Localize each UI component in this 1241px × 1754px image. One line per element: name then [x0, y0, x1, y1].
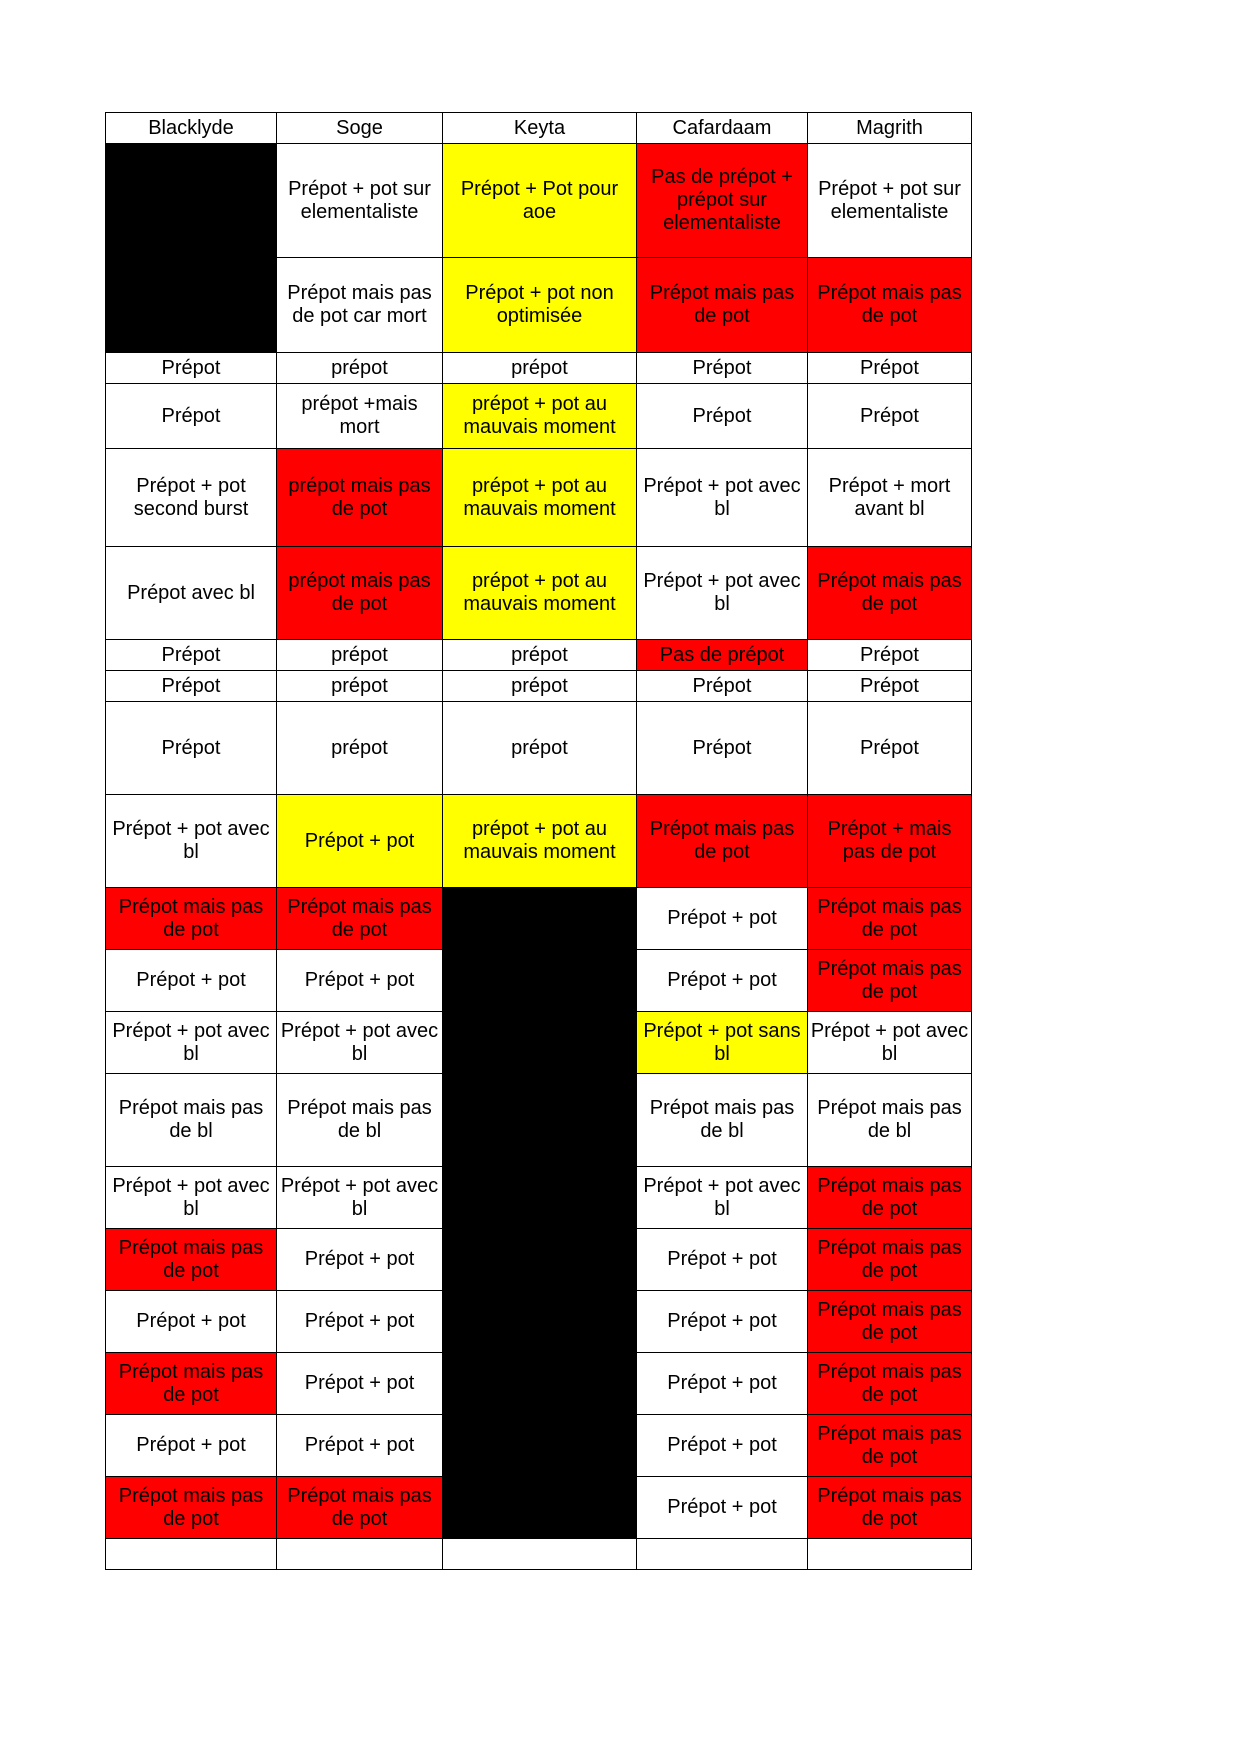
table-cell: Prépot + pot	[277, 1291, 443, 1353]
table-cell: Prépot avec bl	[106, 547, 277, 640]
table-cell: Prépot mais pas de pot	[277, 888, 443, 950]
table-cell: Prépot mais pas de pot	[808, 1477, 972, 1539]
table-cell: prépot	[443, 353, 637, 384]
table-cell: Prépot mais pas de bl	[106, 1074, 277, 1167]
table-cell: Prépot	[808, 384, 972, 449]
table-row	[106, 1539, 972, 1570]
table-cell: Prépot + pot second burst	[106, 449, 277, 547]
table-cell: Prépot	[106, 353, 277, 384]
table-cell: Prépot	[637, 353, 808, 384]
table-cell: Prépot + pot	[637, 1477, 808, 1539]
table-cell: Prépot mais pas de pot	[808, 1353, 972, 1415]
table-row	[106, 547, 972, 640]
table-cell: Prépot mais pas de pot	[808, 888, 972, 950]
table-cell: Prépot + pot avec bl	[106, 1012, 277, 1074]
table-cell: prépot + pot au mauvais moment	[443, 795, 637, 888]
table-cell: Prépot mais pas de pot	[277, 1477, 443, 1539]
table-cell: Prépot + pot avec bl	[277, 1167, 443, 1229]
table-cell: Prépot	[808, 640, 972, 671]
table-cell: Prépot + pot	[106, 1415, 277, 1477]
table-cell: Prépot + pot sans bl	[637, 1012, 808, 1074]
table-cell: Prépot + pot	[637, 950, 808, 1012]
header-magrith: Magrith	[808, 113, 972, 144]
table-cell: prépot	[277, 353, 443, 384]
table-cell: Prépot	[106, 702, 277, 795]
header-keyta: Keyta	[443, 113, 637, 144]
table-row	[106, 671, 972, 702]
table-cell	[808, 1539, 972, 1570]
table-cell: Prépot + pot non optimisée	[443, 258, 637, 353]
table-cell: prépot + pot au mauvais moment	[443, 449, 637, 547]
header-blacklyde: Blacklyde	[106, 113, 277, 144]
table-cell: prépot +mais mort	[277, 384, 443, 449]
table-cell: Prépot	[637, 671, 808, 702]
table-cell: Prépot	[106, 640, 277, 671]
table-cell: Prépot	[106, 671, 277, 702]
table-cell: Prépot mais pas de pot	[808, 258, 972, 353]
table-cell	[277, 1539, 443, 1570]
blacked-out-cell	[106, 144, 277, 353]
table-cell: Prépot + mais pas de pot	[808, 795, 972, 888]
table-cell: Prépot + pot	[106, 950, 277, 1012]
table-cell: Prépot mais pas de bl	[277, 1074, 443, 1167]
table-cell: Prépot + pot avec bl	[808, 1012, 972, 1074]
table-cell: prépot mais pas de pot	[277, 547, 443, 640]
table-cell: Prépot + mort avant bl	[808, 449, 972, 547]
table-cell: Prépot + pot	[637, 888, 808, 950]
table-cell: Prépot mais pas de bl	[808, 1074, 972, 1167]
table-cell: Prépot + pot avec bl	[637, 449, 808, 547]
table-cell: prépot	[277, 671, 443, 702]
table-cell: Prépot + pot	[277, 795, 443, 888]
table-cell: Prépot + pot	[277, 1229, 443, 1291]
table-cell	[637, 1539, 808, 1570]
header-cafardaam: Cafardaam	[637, 113, 808, 144]
table-cell: prépot + pot au mauvais moment	[443, 547, 637, 640]
table-cell: Prépot mais pas de pot	[106, 1229, 277, 1291]
table-cell: prépot	[277, 702, 443, 795]
table-cell: Prépot	[637, 702, 808, 795]
table-cell: Prépot	[808, 671, 972, 702]
table-cell: Prépot + pot	[106, 1291, 277, 1353]
table-cell: Prépot + pot avec bl	[637, 1167, 808, 1229]
potion-usage-table	[105, 112, 972, 1570]
table-cell: prépot	[277, 640, 443, 671]
table-row	[106, 795, 972, 888]
table-cell: Prépot mais pas de pot	[637, 258, 808, 353]
table-cell: Prépot + pot sur elementaliste	[808, 144, 972, 258]
table-cell: Prépot mais pas de pot car mort	[277, 258, 443, 353]
table-row	[106, 384, 972, 449]
table-cell: Prépot mais pas de pot	[808, 547, 972, 640]
table-cell: Prépot	[808, 702, 972, 795]
table-cell: Prépot mais pas de pot	[106, 1477, 277, 1539]
table-cell: Prépot + pot avec bl	[106, 795, 277, 888]
blacked-out-cell	[443, 888, 637, 1539]
table-cell: Prépot + pot sur elementaliste	[277, 144, 443, 258]
table-cell: Prépot	[106, 384, 277, 449]
table-cell: Prépot mais pas de pot	[808, 1167, 972, 1229]
table-cell: Prépot mais pas de pot	[106, 1353, 277, 1415]
table-cell: Pas de prépot + prépot sur elementaliste	[637, 144, 808, 258]
table-row	[106, 144, 972, 258]
table-cell: prépot	[443, 640, 637, 671]
table-cell: prépot mais pas de pot	[277, 449, 443, 547]
table-cell: Prépot + pot avec bl	[106, 1167, 277, 1229]
table-cell: Prépot mais pas de pot	[808, 950, 972, 1012]
table-cell: Prépot + pot	[637, 1415, 808, 1477]
header-row	[106, 113, 972, 144]
table-cell: Prépot mais pas de pot	[808, 1229, 972, 1291]
table-cell: Prépot + Pot pour aoe	[443, 144, 637, 258]
table-cell: Prépot + pot avec bl	[277, 1012, 443, 1074]
table-cell: Prépot + pot	[277, 950, 443, 1012]
table-cell: Pas de prépot	[637, 640, 808, 671]
table-cell: Prépot mais pas de pot	[808, 1291, 972, 1353]
table-cell: prépot + pot au mauvais moment	[443, 384, 637, 449]
table-cell: prépot	[443, 702, 637, 795]
table-cell: Prépot + pot avec bl	[637, 547, 808, 640]
table-cell: Prépot mais pas de pot	[106, 888, 277, 950]
table-row	[106, 640, 972, 671]
table-cell: prépot	[443, 671, 637, 702]
table-cell: Prépot mais pas de pot	[808, 1415, 972, 1477]
table-cell: Prépot + pot	[277, 1415, 443, 1477]
table-cell: Prépot + pot	[277, 1353, 443, 1415]
table-cell: Prépot	[637, 384, 808, 449]
table-cell: Prépot mais pas de bl	[637, 1074, 808, 1167]
table-row	[106, 888, 972, 950]
table-cell: Prépot + pot	[637, 1353, 808, 1415]
table-row	[106, 702, 972, 795]
table-cell: Prépot + pot	[637, 1229, 808, 1291]
table-cell: Prépot	[808, 353, 972, 384]
table-cell	[106, 1539, 277, 1570]
header-soge: Soge	[277, 113, 443, 144]
table-cell: Prépot mais pas de pot	[637, 795, 808, 888]
table-cell: Prépot + pot	[637, 1291, 808, 1353]
table-row	[106, 353, 972, 384]
table-row	[106, 449, 972, 547]
table-cell	[443, 1539, 637, 1570]
